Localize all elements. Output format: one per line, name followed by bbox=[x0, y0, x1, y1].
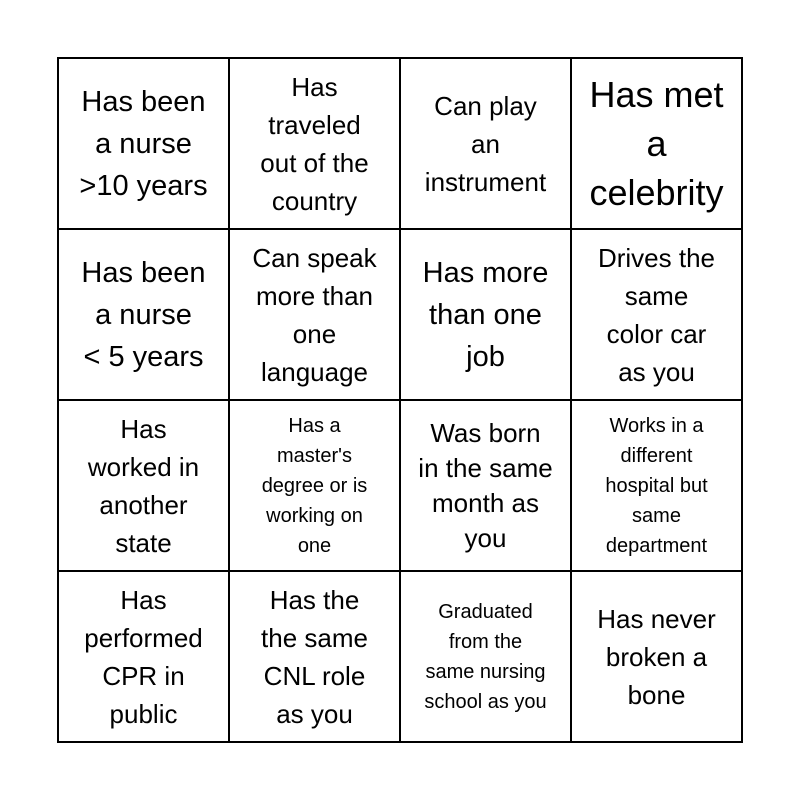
bingo-cell-r2c1[interactable] bbox=[58, 229, 229, 400]
bingo-cell-r3c1[interactable] bbox=[58, 400, 229, 571]
bingo-cell-text: Was born in the same month as you bbox=[418, 417, 553, 553]
bingo-cell-text: Drives the same color car as you bbox=[597, 242, 716, 387]
bingo-cell-r1c3[interactable] bbox=[400, 58, 571, 229]
bingo-cell-r3c4[interactable] bbox=[571, 400, 742, 571]
bingo-cell-text: Has traveled out of the country bbox=[260, 71, 369, 216]
bingo-cell-r2c2[interactable] bbox=[229, 229, 400, 400]
bingo-cell-text: Has the the same CNL role as you bbox=[261, 584, 368, 729]
bingo-cell-text: Has more than one job bbox=[422, 256, 549, 373]
bingo-cell-text: Has performed CPR in public bbox=[84, 584, 203, 729]
bingo-cell-text: Has never broken a bone bbox=[597, 603, 716, 710]
bingo-cell-text: Has been a nurse < 5 years bbox=[81, 256, 206, 373]
bingo-cell-text: Has met a celebrity bbox=[589, 74, 724, 213]
bingo-cell-text: Has worked in another state bbox=[87, 413, 200, 558]
bingo-cell-text: Has a master's degree or is working on one bbox=[261, 414, 368, 557]
bingo-cell-r4c1[interactable] bbox=[58, 571, 229, 742]
bingo-cell-text: Can speak more than one language bbox=[252, 242, 377, 387]
bingo-cell-text: Can play an instrument bbox=[424, 90, 547, 197]
bingo-cell-r4c3[interactable] bbox=[400, 571, 571, 742]
bingo-cell-text: Graduated from the same nursing school as you bbox=[424, 600, 547, 713]
bingo-cell-r2c4[interactable] bbox=[571, 229, 742, 400]
bingo-cell-r4c2[interactable] bbox=[229, 571, 400, 742]
bingo-cell-r1c1[interactable] bbox=[58, 58, 229, 229]
bingo-cell-text: Works in a different hospital but same department bbox=[605, 414, 708, 557]
bingo-cell-r3c3[interactable] bbox=[400, 400, 571, 571]
bingo-cell-text: Has been a nurse >10 years bbox=[79, 85, 208, 202]
bingo-cell-r1c4[interactable] bbox=[571, 58, 742, 229]
bingo-cell-r4c4[interactable] bbox=[571, 571, 742, 742]
bingo-board bbox=[57, 57, 743, 743]
bingo-cell-r3c2[interactable] bbox=[229, 400, 400, 571]
bingo-cell-r1c2[interactable] bbox=[229, 58, 400, 229]
bingo-cell-r2c3[interactable] bbox=[400, 229, 571, 400]
